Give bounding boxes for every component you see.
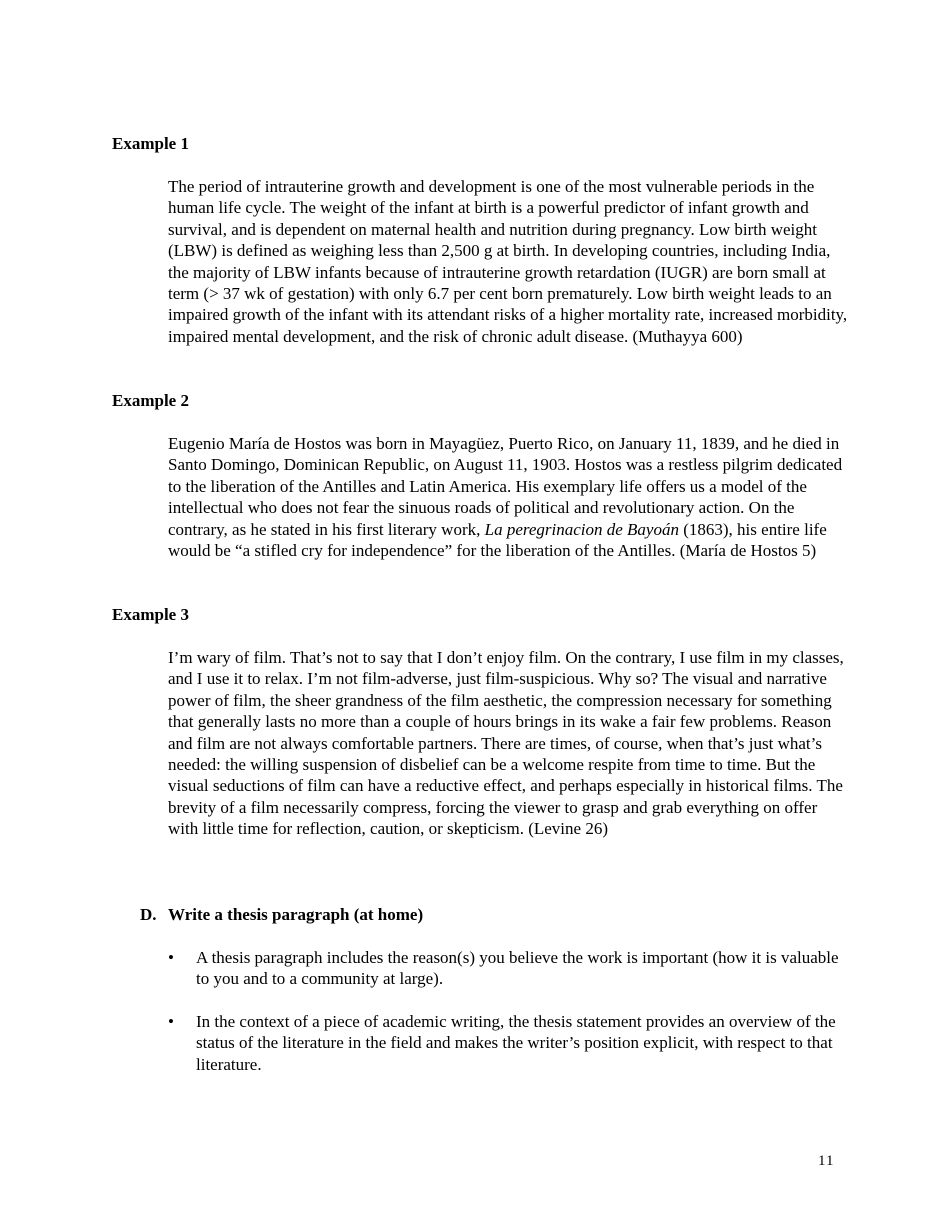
example-1-heading: Example 1 bbox=[112, 134, 189, 153]
example-3-text: I’m wary of film. That’s not to say that I don’t enjoy film. On the contrary, I use film in my classes, and I use it to relax. I’m not film-adverse, just film-suspicious. Why so? The visual and narrative power of film, the sheer grandness of the film aesthetic, the compression necessary for something that generally lasts no more than a couple of hours brings in its wake a fair few problems. Reason and film are not always comfortable partners. There are times, of course, when that’s just what’s needed: the willing suspension of disbelief can be a welcome respite from time to time. But the visual seductions of film can have a reductive effect, and perhaps especially in historical films. The brevity of a film necessarily compress, forcing the viewer to grasp and grab everything on offer with little time for reflection, caution, or skepticism. (Levine 26) bbox=[168, 648, 844, 839]
bullet-item bbox=[168, 947, 848, 990]
bullet-item bbox=[168, 1011, 848, 1075]
bullet-dot: • bbox=[168, 948, 174, 967]
example-2-quote bbox=[168, 433, 848, 561]
example-1-text: The period of intrauterine growth and development is one of the most vulnerable periods in the human life cycle. The weight of the infant at birth is a powerful predictor of infant growth and survival, and is dependent on maternal health and nutrition during pregnancy. Low birth weight (LBW) is defined as weighing less than 2,500 g at birth. In developing countries, including India, the majority of LBW infants because of intrauterine growth retardation (IUGR) are born small at term (> 37 wk of gestation) with only 6.7 per cent born prematurely. Low birth weight leads to an impaired growth of the infant with its attendant risks of a higher mortality rate, increased morbidity, impaired mental development, and the risk of chronic adult disease. (Muthayya 600) bbox=[168, 177, 848, 346]
example-3-quote bbox=[168, 647, 848, 840]
section-d-title bbox=[140, 905, 423, 925]
example-2-text-start: Eugenio María de Hostos was born in Mayagüez, Puerto Rico, on January 11, 1839, and he died in Santo Domingo, Dominican Republic, on August 11, 1903. Hostos was a restless pilgrim dedicated to the liberation of the Antilles and Latin America. His exemplary life offers us a model of the intellectual who does not fear the sinuous roads of political and revolutionary action. On the contrary, as he stated in his first literary work, bbox=[168, 434, 843, 539]
example-2-book-title: La peregrinacion de Bayoán bbox=[484, 519, 679, 539]
bullet-text: A thesis paragraph includes the reason(s) you believe the work is important (how it is valuable to you and to a community at large). bbox=[196, 948, 839, 989]
section-d-marker: D. bbox=[140, 905, 157, 924]
page-number: 11 bbox=[818, 1153, 835, 1169]
example-2-heading: Example 2 bbox=[112, 391, 189, 410]
example-1-quote bbox=[168, 176, 848, 347]
example-3-heading: Example 3 bbox=[112, 605, 189, 624]
section-d-title-text: Write a thesis paragraph (at home) bbox=[168, 905, 424, 924]
bullet-dot: • bbox=[168, 1012, 174, 1031]
example-2-text-end: (1863), his entire life would be “a stifled cry for independence” for the liberation of the Antilles. (María de Hostos 5) bbox=[168, 519, 827, 561]
bullet-text: In the context of a piece of academic writing, the thesis statement provides an overview of the status of the literature in the field and makes the writer’s position explicit, with respect to that literature. bbox=[196, 1012, 836, 1074]
